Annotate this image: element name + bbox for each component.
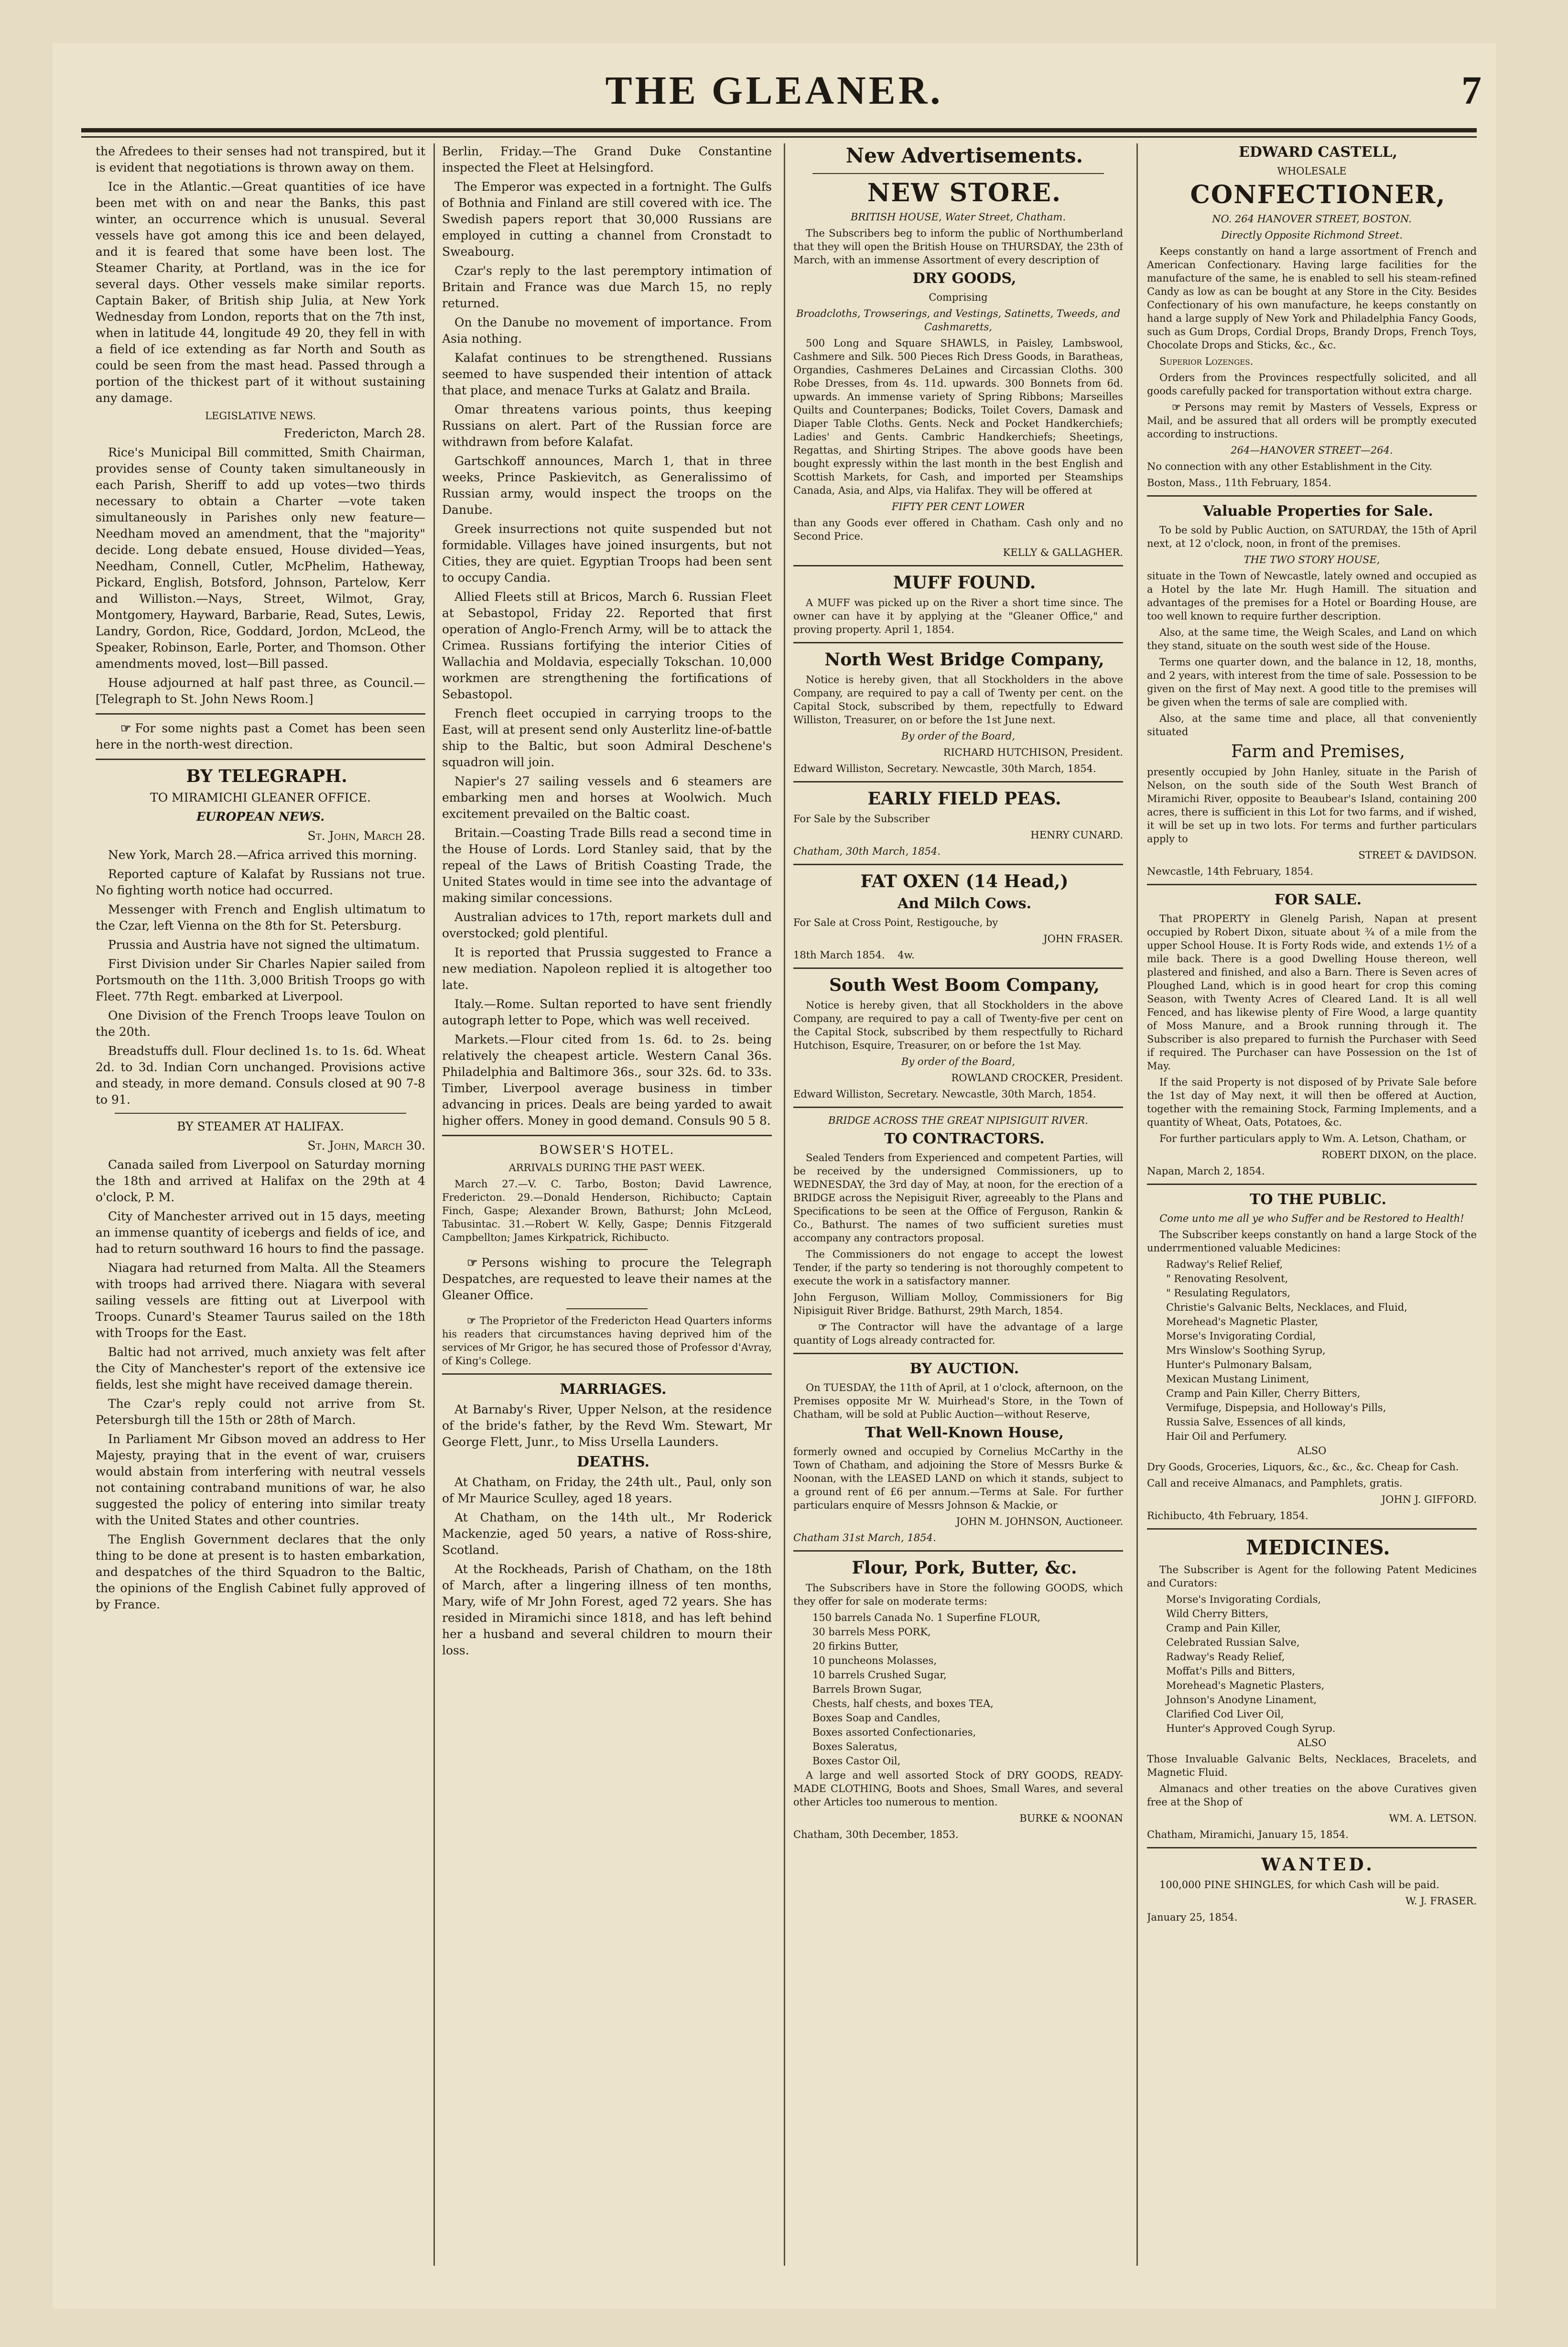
article-paragraph: In Parliament Mr Gibson moved an address to Her Majesty, praying that in the event of war, cruisers would abstain from interfering with neutral vessels not containing contraband munitions of war, he also suggested the policy of entering into similar treaty with the United States and other countries.: [96, 1432, 425, 1527]
ad-heading: FOR SALE.: [1274, 891, 1362, 908]
list-item: Johnson's Anodyne Linament,: [1166, 1694, 1317, 1706]
ad-signature: KELLY & GALLAGHER.: [1003, 547, 1123, 558]
ad-text: Terms one quarter down, and the balance in 12, 18, months, and 2 years, with interest from the time of sale. Possession to be given on the first of May next. A good title to the premises will be given when the terms of sale are complied with.: [1147, 656, 1477, 708]
list-item: Mrs Winslow's Soothing Syrup,: [1166, 1345, 1326, 1356]
list-item: Radway's Ready Relief,: [1166, 1651, 1285, 1662]
ad-date: January 25, 1854.: [1147, 1912, 1238, 1923]
dateline: Fredericton, March 28.: [283, 426, 425, 440]
ad-text: ALSO: [1297, 1445, 1327, 1456]
list-item: Boxes Saleratus,: [812, 1741, 898, 1752]
ad-heading: BRIDGE ACROSS THE GREAT NIPISIGUIT RIVER.: [828, 1115, 1088, 1126]
article-paragraph: The Czar's reply could not arrive from St. Petersburgh till the 15th or 28th of March.: [96, 1397, 425, 1427]
ad-text: Edward Williston, Secretary. Newcastle, 30th March, 1854.: [793, 1088, 1096, 1100]
goods-list: [793, 1611, 1123, 1768]
article-paragraph: Gartschkoff announces, March 1, that in three weeks, Prince Paskievitch, as Generalissimo of Russian army, would inspect the troops on the Danube.: [442, 454, 772, 517]
divider: [793, 1353, 1123, 1354]
newspaper-title: THE GLEANER.: [605, 68, 943, 113]
ad-subheading: Directly Opposite Richmond Street.: [1221, 229, 1403, 241]
column-2: [442, 143, 772, 2266]
section-heading: BOWSER'S HOTEL.: [539, 1143, 675, 1157]
ad-date: Chatham, Miramichi, January 15, 1854.: [1147, 1829, 1349, 1840]
ad-text: Broadcloths, Trowserings, and Vestings, Satinetts, Tweeds, and Cashmaretts,: [796, 308, 1121, 333]
ad-text: 100,000 PINE SHINGLES, for which Cash will be paid.: [1159, 1879, 1439, 1891]
article-paragraph: Reported capture of Kalafat by Russians not true. No fighting worth notice had occurred.: [96, 867, 425, 897]
ad-text: If the said Property is not disposed of by Private Sale before the 1st day of May next, it will then be offered at Auction, together with the remaining Stock, Farming Implements, and a quantity of Wheat, Oats, Potatoes, &c.: [1147, 1076, 1477, 1128]
article-paragraph: House adjourned at half past three, as Council.—[Telegraph to St. John News Room.]: [96, 676, 425, 706]
ad-signature: RICHARD HUTCHISON, President.: [943, 747, 1123, 758]
ad-heading: WANTED.: [1261, 1855, 1375, 1875]
ad-text: Edward Williston, Secretary. Newcastle, 30th March, 1854.: [793, 763, 1096, 774]
list-item: Boxes assorted Confectionaries,: [812, 1727, 976, 1738]
ad-text: No connection with any other Establishment in the City.: [1147, 461, 1433, 472]
article-paragraph: Ice in the Atlantic.—Great quantities of ice have been met with on and near the Banks, this past winter, an occurrence which is unusual. Several vessels have got among this ice and been delayed, and it is feared that some have been lost. The Steamer Charity, at Portland, was in the ice for several days. Other vessels make similar reports. Captain Baker, of British ship Julia, at New York Wednesday from London, reports that on the 7th inst, when in latitude 44, longitude 49 20, they fell in with a field of ice extending as far North and South as could be seen from the mast head. Passed through a portion of the thickest part of it without sustaining any damage.: [96, 180, 425, 405]
dateline: St. John, March 28.: [307, 829, 425, 843]
article-paragraph: First Division under Sir Charles Napier sailed from Portsmouth on the 11th. 3,000 British Troops go with Fleet. 77th Regt. embarked at Liverpool.: [96, 957, 425, 1003]
divider: [793, 642, 1123, 643]
column-4: [1147, 143, 1477, 2266]
ad-heading: EDWARD CASTELL,: [1239, 144, 1397, 161]
ad-text: Superior Lozenges.: [1159, 356, 1254, 367]
ad-date: Napan, March 2, 1854.: [1147, 1165, 1265, 1177]
list-item: Russia Salve, Essences of all kinds,: [1166, 1416, 1346, 1428]
ad-heading: Valuable Properties for Sale.: [1203, 503, 1433, 520]
ad-subheading: NO. 264 HANOVER STREET, BOSTON.: [1212, 213, 1412, 225]
ad-text: than any Goods ever offered in Chatham. Cash only and no Second Price.: [793, 517, 1123, 542]
ad-heading: South West Boom Company,: [829, 975, 1100, 995]
ad-text: Also, at the same time and place, all that conveniently situated: [1147, 713, 1477, 738]
list-item: Boxes Soap and Candles,: [812, 1712, 941, 1724]
ad-text: FIFTY PER CENT LOWER: [891, 501, 1025, 512]
divider: [793, 1107, 1123, 1108]
ad-text: Keeps constantly on hand a large assortment of French and American Confectionary. Having large facilities for the manufacture of the same, he is enabled to sell his steam-refined Candy as low as can be bought at any Store in the City. Besides Confectionary of his own manufacture, he keeps constantly on hand a large supply of New York and Philadelphia Fancy Goods, such as Gum Drops, Cordial Drops, Brandy Drops, French Toys, Chocolate Drops and Sticks, &c., &c.: [1147, 246, 1477, 351]
ad-heading: CONFECTIONER,: [1190, 180, 1446, 209]
article-paragraph: One Division of the French Troops leave Toulon on the 20th.: [96, 1009, 425, 1039]
death-notice: At the Rockheads, Parish of Chatham, on the 18th of March, after a lingering illness of ten months, Mary, wife of Mr John Forest, aged 72 years. She has resided in Miramichi since 1818, and has left behind her a husband and several children to mourn their loss.: [442, 1562, 772, 1657]
ad-heading: TO THE PUBLIC.: [1250, 1191, 1386, 1208]
list-item: Hunter's Pulmonary Balsam,: [1166, 1359, 1312, 1370]
subheading: BY STEAMER AT HALIFAX.: [177, 1119, 344, 1133]
divider: [442, 1373, 772, 1375]
ad-heading: North West Bridge Company,: [824, 650, 1104, 670]
marriage-notice: At Barnaby's River, Upper Nelson, at the residence of the bride's father, by the Revd Wm. Stewart, Mr George Flett, Junr., to Miss Ursella Launders.: [442, 1402, 772, 1449]
ad-text: To be sold by Public Auction, on SATURDAY, the 15th of April next, at 12 o'clock, noon, in front of the premises.: [1147, 524, 1477, 549]
divider: [566, 1308, 648, 1309]
death-notice: At Chatham, on the 14th ult., Mr Roderick Mackenzie, aged 50 years, a native of Ross-shire, Scotland.: [442, 1510, 772, 1557]
article-paragraph: It is reported that Prussia suggested to France a new mediation. Napoleon replied it is altogether too late.: [442, 945, 772, 992]
ad-text: presently occupied by John Hanley, situate in the Parish of Nelson, on the south side of the South West Branch of Miramichi River, opposite to Beaubear's Island, containing 200 acres, there is sufficient in this Lot for two farms, and if wished, it will be set up in two lots. For terms and further particulars apply to: [1147, 766, 1477, 845]
ad-heading: DRY GOODS,: [912, 270, 1016, 287]
article-paragraph: The English Government declares that the only thing to be done at present is to hasten embarkation, and despatches of the third Squadron to the Baltic, the opinions of the English Cabinet fully approved of by France.: [96, 1532, 425, 1611]
divider: [812, 173, 1104, 174]
list-item: Mexican Mustang Liniment,: [1166, 1373, 1309, 1385]
article-paragraph: Prussia and Austria have not signed the ultimatum.: [108, 938, 420, 952]
ad-subheading: WHOLESALE: [1277, 165, 1347, 177]
article-paragraph: Kalafat continues to be strengthened. Russians seemed to have suspended their intention of attack that place, and menace Turks at Galatz and Braila.: [442, 351, 772, 397]
article-paragraph: Niagara had returned from Malta. All the Steamers with troops had arrived there. Niagara with several sailing vessels are fitting out at Liverpool with Troops. Cunard's Steamer Taurus sailed on the 18th with Troops for the East.: [96, 1261, 425, 1340]
column-divider: [1136, 143, 1138, 2266]
article-paragraph: Messenger with French and English ultimatum to the Czar, left Vienna on the 8th for St. Petersburg.: [96, 902, 425, 933]
section-heading: BY TELEGRAPH.: [186, 766, 347, 786]
newspaper-page: [53, 43, 1496, 2309]
ad-insertion: 4w.: [898, 949, 915, 961]
list-item: Barrels Brown Sugar,: [812, 1684, 922, 1695]
list-item: 10 puncheons Molasses,: [812, 1655, 937, 1666]
ad-signature: JOHN M. JOHNSON, Auctioneer.: [956, 1516, 1123, 1527]
article-paragraph: Australian advices to 17th, report markets dull and overstocked; gold plentiful.: [442, 910, 772, 940]
notice-text: For some nights past a Comet has been seen here in the north-west direction.: [96, 721, 425, 751]
divider: [96, 759, 425, 760]
column-3: [793, 143, 1123, 2266]
ad-text: A large and well assorted Stock of DRY GOODS, READY-MADE CLOTHING, Boots and Shoes, Small Wares, and several other Articles too numerous to mention.: [793, 1770, 1123, 1808]
divider: [96, 713, 425, 715]
article-paragraph: the Afredees to their senses had not transpired, but it is evident that negotiations is thrown away on them.: [96, 144, 425, 174]
notice-text: The Proprietor of the Fredericton Head Quarters informs his readers that circumstances having deprived him of the services of Mr Grigor, he has secured those of Professor d'Avray, of King's College.: [442, 1315, 772, 1367]
section-heading: DEATHS.: [576, 1454, 650, 1470]
ad-text: Dry Goods, Groceries, Liquors, &c., &c., &c. Cheap for Cash.: [1147, 1461, 1459, 1473]
article-paragraph: City of Manchester arrived out in 15 days, meeting an immense quantity of icebergs and fields of ice, and had to return southward 16 hours to find the passage.: [96, 1209, 425, 1256]
list-item: Morehead's Magnetic Plasters,: [1166, 1680, 1325, 1691]
ad-text: By order of the Board,: [901, 730, 1016, 742]
ad-text: Call and receive Almanacs, and Pamphlets, gratis.: [1147, 1478, 1403, 1489]
ad-date: 18th March 1854.: [793, 949, 885, 961]
article-paragraph: On the Danube no movement of importance. From Asia nothing.: [442, 315, 772, 346]
article-paragraph: Czar's reply to the last peremptory intimation of Britain and France was due March 15, no reply returned.: [442, 264, 772, 310]
ad-signature: JOHN J. GIFFORD.: [1381, 1494, 1477, 1505]
notice-text: Persons wishing to procure the Telegraph Despatches, are requested to leave their names at the Gleaner Office.: [442, 1256, 772, 1302]
ad-text: For Sale by the Subscriber: [793, 813, 930, 825]
section-heading: MARRIAGES.: [560, 1381, 667, 1398]
list-item: 20 firkins Butter,: [812, 1641, 899, 1652]
ad-text: The Subscriber keeps constantly on hand a large Stock of the underrmentioned valuable Medicines:: [1147, 1229, 1477, 1254]
article-paragraph: Omar threatens various points, thus keeping Russians on alert. Part of the Russian force are withdrawn from before Kalafat.: [442, 402, 772, 449]
dateline: St. John, March 30.: [307, 1139, 425, 1152]
medicine-list: [1147, 1258, 1477, 1443]
section-heading: LEGISLATIVE NEWS.: [205, 410, 316, 422]
column-divider: [433, 143, 435, 2266]
article-paragraph: Britain.—Coasting Trade Bills read a second time in the House of Lords. Lord Stanley said, that by the repeal of the Laws of British Coasting Trade, the United States would in time see into the advantage of making similar concessions.: [442, 826, 772, 905]
ad-text: Notice is hereby given, that all Stockholders in the above Company, are required to pay a call of Twenty per cent. on the Capital Stock, subscribed by them, repectfully to Edward Williston, Treasurer, on or before the 1st June next.: [793, 674, 1123, 726]
ad-text: 264—HANOVER STREET—264.: [1231, 445, 1393, 456]
pointing-hand-icon: ☞: [467, 1256, 478, 1270]
ad-heading: MUFF FOUND.: [893, 573, 1036, 593]
article-paragraph: Berlin, Friday.—The Grand Duke Constantine inspected the Fleet at Helsingford.: [442, 144, 772, 174]
masthead: [53, 62, 1496, 120]
page-number: 7: [1461, 68, 1481, 113]
divider: [115, 1113, 406, 1114]
list-item: Clarified Cod Liver Oil,: [1166, 1708, 1284, 1720]
ad-date: Boston, Mass., 11th February, 1854.: [1147, 477, 1331, 489]
ad-text: Chatham, 30th March, 1854.: [793, 846, 941, 857]
divider: [793, 565, 1123, 566]
ad-signature: BURKE & NOONAN: [1019, 1813, 1123, 1824]
ad-signature: ROWLAND CROCKER, President.: [951, 1072, 1123, 1084]
ad-text: Persons may remit by Masters of Vessels, Express or Mail, and be assured that all orders will be promptly executed according to instructions.: [1147, 402, 1477, 440]
ad-text: Notice is hereby given, that all Stockholders in the above Company, are required to pay a call of Twenty-five per cent on the Capital Stock, subscribed by them respectfully to Richard Hutchison, Esquire, Treasurer, on or before the 1st May.: [793, 1000, 1123, 1051]
ad-text: The Subscribers have in Store the following GOODS, which they offer for sale on moderate terms:: [793, 1582, 1123, 1607]
list-item: " Renovating Resolvent,: [1166, 1273, 1288, 1284]
ad-signature: WM. A. LETSON.: [1389, 1813, 1477, 1824]
article-paragraph: Rice's Municipal Bill committed, Smith Chairman, provides sense of County taken simultaneously in each Parish, Sheriff to add up votes—two thirds necessary to obtain a Charter —vote taken simultaneously in Parishes only new feature—Needham moved an amendment, that the "majority" decide. Long debate ensued, House divided—Yeas, Needham, Connell, Cutler, McPhelim, Hatheway, Pickard, English, Botsford, Johnson, Partelow, Kerr and Williston.—Nays, Street, Wilmot, Gray, Montgomery, Hayward, Barbarie, Read, Sutes, Lewis, Landry, Gordon, Rice, Goddard, Jordon, McLeod, the Speaker, Robinson, Earle, Porter, and Thomson. Other amendments moved, lost—Bill passed.: [96, 445, 425, 671]
ad-text: The Subscribers beg to inform the public of Northumberland that they will open the British House on THURSDAY, the 23th of March, with an immense Assortment of every description of: [793, 228, 1123, 266]
list-item: Radway's Relief Relief,: [1166, 1259, 1283, 1270]
list-item: Cramp and Pain Killer, Cherry Bitters,: [1166, 1388, 1361, 1399]
list-item: Celebrated Russian Salve,: [1166, 1637, 1300, 1648]
ad-date: Chatham 31st March, 1854.: [793, 1532, 936, 1543]
divider: [1147, 1528, 1477, 1530]
ad-text: The Contractor will have the advantage of a large quantity of Logs already contracted for.: [793, 1321, 1123, 1346]
ad-date: Chatham, 30th December, 1853.: [793, 1829, 959, 1840]
masthead-rule-thick: [81, 128, 1477, 132]
list-item: Morse's Invigorating Cordial,: [1166, 1330, 1316, 1342]
list-item: Vermifuge, Dispepsia, and Holloway's Pills,: [1166, 1402, 1386, 1413]
divider: [1147, 1184, 1477, 1185]
pointing-hand-icon: ☞: [120, 721, 131, 735]
divider: [793, 967, 1123, 969]
subheading: EUROPEAN NEWS.: [196, 810, 325, 824]
pointing-hand-icon: ☞: [818, 1321, 827, 1333]
list-item: Hair Oil and Perfumery.: [1166, 1431, 1287, 1442]
ad-heading: Flour, Pork, Butter, &c.: [852, 1558, 1077, 1578]
column-divider: [784, 143, 785, 2266]
ad-text: The Commissioners do not engage to accept the lowest Tender, if the party so tendering is not thoroughly competent to execute the work in a satisfactory manner.: [793, 1249, 1123, 1287]
ad-heading: TO CONTRACTORS.: [884, 1130, 1045, 1147]
article-paragraph: Greek insurrections not quite suspended but not formidable. Villages have joined insurgents, but not Cities, they are quiet. Egyptian Troops had been sent to occupy Candia.: [442, 522, 772, 585]
ad-text: For Sale at Cross Point, Restigouche, by: [793, 917, 998, 928]
column-1: [96, 143, 425, 2266]
divider: [566, 1249, 648, 1250]
list-item: Moffat's Pills and Bitters,: [1166, 1665, 1296, 1677]
ad-signature: JOHN FRASER.: [1043, 933, 1123, 945]
ad-text: That PROPERTY in Glenelg Parish, Napan at present occupied by Robert Dixon, situate about ¾ of a mile from the upper School House. It is Forty Rods wide, and extends 1½ of a mile back. There is a good Dwelling House thereon, well plastered and finished, and also a Barn. There is Seven acres of Ploughed Land, which is in good heart for crop this coming Season, with Twenty Acres of Cleared Land. It is all well Fenced, and has likewise plenty of Fire Wood, a large quantity of Moss Manure, and a Brook running through it. The Subscriber is also prepared to furnish the Purchaser with Seed if required. The Purchaser can have Possession on the 1st of May.: [1147, 913, 1477, 1072]
ad-text: A MUFF was picked up on the River a short time since. The owner can have it by applying at the "Gleaner Office," and proving property. April 1, 1854.: [793, 597, 1123, 635]
ad-text: Comprising: [929, 292, 988, 303]
medicine-list: [1147, 1593, 1477, 1735]
ad-subheading: BRITISH HOUSE, Water Street, Chatham.: [850, 211, 1066, 223]
article-paragraph: Italy.—Rome. Sultan reported to have sent friendly autograph letter to Pope, which was well received.: [442, 997, 772, 1027]
article-paragraph: Baltic had not arrived, much anxiety was felt after the City of Manchester's report of the extensive ice fields, lest she might have received damage therein.: [96, 1345, 425, 1391]
list-item: Boxes Castor Oil,: [812, 1755, 901, 1767]
ad-heading: That Well-Known House,: [865, 1424, 1064, 1441]
list-item: " Resulating Regulators,: [1166, 1287, 1290, 1299]
article-paragraph: Canada sailed from Liverpool on Saturday morning the 18th and arrived at Halifax on the 29th at 4 o'clock, P. M.: [96, 1158, 425, 1204]
list-item: Chests, half chests, and boxes TEA,: [812, 1698, 994, 1709]
subheading: TO MIRAMICHI GLEANER OFFICE.: [150, 791, 371, 804]
ad-subheading: And Milch Cows.: [897, 895, 1032, 912]
hotel-arrivals: March 27.—V. C. Tarbo, Boston; David Lawrence, Fredericton. 29.—Donald Henderson, Richibucto; Captain Finch, Gaspe; Alexander Brown, Bathurst; John McLeod, Tabusintac. 31.—Robert W. Kelly, Gaspe; Dennis Fitzgerald Campbellton; James Kirkpatrick, Richibucto.: [442, 1178, 772, 1243]
list-item: Cramp and Pain Killer,: [1166, 1622, 1281, 1634]
list-item: Morse's Invigorating Cordials,: [1166, 1594, 1321, 1605]
article-paragraph: Napier's 27 sailing vessels and 6 steamers are embarking men and horses at Woolwich. Much excitement prevailed on the Baltic coast.: [442, 774, 772, 821]
ad-heading: FAT OXEN (14 Head,): [860, 871, 1069, 891]
divider: [793, 864, 1123, 865]
divider: [1147, 884, 1477, 885]
list-item: 10 barrels Crushed Sugar,: [812, 1669, 947, 1681]
ad-text: For further particulars apply to Wm. A. Letson, Chatham, or: [1159, 1133, 1466, 1144]
list-item: Wild Cherry Bitters,: [1166, 1608, 1269, 1619]
masthead-rule-thin: [81, 136, 1477, 138]
death-notice: At Chatham, on Friday, the 24th ult., Paul, only son of Mr Maurice Sculley, aged 18 years.: [442, 1475, 772, 1505]
article-paragraph: Allied Fleets still at Bricos, March 6. Russian Fleet at Sebastopol, Friday 22. Reported that first operation of Anglo-French Army, will be to attack the Crimea. Russians fortifying the interior Cities of Wallachia and Moldavia, especially Tokschan. 10,000 workmen are strengthening the fortifications of Sebastopol.: [442, 590, 772, 701]
list-item: Morehead's Magnetic Plaster,: [1166, 1316, 1319, 1327]
article-paragraph: Markets.—Flour cited from 1s. 6d. to 2s. being relatively the cheapest article. Western Canal 36s. Philadelphia and Baltimore 36s., sour 32s. 6d. to 33s. Timber, Liverpool average business in timber advancing in prices. Deals are being yarded to await higher offers. Money in good demand. Consuls 90 5 8.: [442, 1032, 772, 1128]
list-item: 150 barrels Canada No. 1 Superfine FLOUR,: [812, 1612, 1041, 1623]
ad-subheading: THE TWO STORY HOUSE,: [1244, 554, 1380, 565]
article-paragraph: Breadstuffs dull. Flour declined 1s. to 1s. 6d. Wheat 2d. to 3d. Indian Corn unchanged. Provisions active and steady, in more demand. Consuls closed at 90 7-8 to 91.: [96, 1044, 425, 1107]
ad-text: The Subscriber is Agent for the following Patent Medicines and Curators:: [1147, 1564, 1477, 1589]
ad-heading: NEW STORE.: [867, 178, 1062, 207]
list-item: 30 barrels Mess PORK,: [812, 1626, 931, 1638]
ad-text: Those Invaluable Galvanic Belts, Necklaces, Bracelets, and Magnetic Fluid.: [1147, 1753, 1477, 1778]
ad-signature: John Ferguson, William Molloy, Commissioners for Big Nipisiguit River Bridge. Bathurst, 29th March, 1854.: [793, 1292, 1123, 1316]
ad-heading: Farm and Premises,: [1231, 742, 1405, 761]
ad-text: formerly owned and occupied by Cornelius McCarthy in the Town of Chatham, and adjoining the Store of Messrs Burke & Noonan, with the LEASED LAND on which it stands, subject to a ground rent of £6 per annum.—Terms at Sale. For further particulars enquire of Messrs Johnson & Mackie, or: [793, 1446, 1123, 1511]
ad-heading: BY AUCTION.: [909, 1360, 1019, 1377]
ad-text: Also, at the same time, the Weigh Scales, and Land on which they stand, situate on the south west side of the House.: [1147, 627, 1477, 652]
divider: [1147, 495, 1477, 497]
ad-text: 500 Long and Square SHAWLS, in Paisley, Lambswool, Cashmere and Silk. 500 Pieces Rich Dress Goods, in Baratheas, Organdies, Cashmeres DeLaines and Circassian Cloths. 300 Robe Dresses, from 4s. 11d. upwards. 300 Bonnets from 6d. upwards. An immense variety of Spring Ribbons; Marseilles Quilts and Counterpanes; Bodicks, Toilet Covers, Damask and Diaper Table Cloths. Gents. Neck and Pocket Handkerchiefs; Ladies' and Gents. Cambric Handkerchiefs; Sheetings, Regattas, and Shirting Stripes. The above goods have been bought expressly within the last month in the best English and Scottish Markets, for Cash, and imported per Steamships Canada, Asia, and Alps, via Halifax. They will be offered at: [793, 337, 1123, 496]
divider: [442, 1135, 772, 1136]
ad-signature: STREET & DAVIDSON.: [1358, 849, 1477, 861]
pointing-hand-icon: ☞: [467, 1315, 476, 1326]
article-paragraph: French fleet occupied in carrying troops to the East, will at present send only Austerlitz line-of-battle ship to the Baltic, but soon Admiral Deschene's squadron will join.: [442, 706, 772, 769]
ad-text: ALSO: [1297, 1737, 1327, 1749]
ad-signature: HENRY CUNARD.: [1030, 829, 1123, 841]
article-paragraph: The Emperor was expected in a fortnight. The Gulfs of Bothnia and Finland are still covered with ice. The Swedish papers report that 30,000 Russians are employed in cutting a channel from Cronstadt to Sweabourg.: [442, 180, 772, 259]
article-paragraph: New York, March 28.—Africa arrived this morning.: [108, 848, 417, 862]
section-heading: New Advertisements.: [845, 144, 1083, 167]
list-item: Christie's Galvanic Belts, Necklaces, and Fluid,: [1166, 1302, 1407, 1313]
divider: [1147, 1847, 1477, 1848]
ad-subheading: Come unto me all ye who Suffer and be Restored to Health!: [1159, 1213, 1464, 1224]
ad-signature: W. J. FRASER.: [1405, 1895, 1477, 1907]
ad-text: On TUESDAY, the 11th of April, at 1 o'clock, afternoon, on the Premises opposite Mr W. Muirhead's Store, in the Town of Chatham, will be sold at Public Auction—without Reserve,: [793, 1382, 1123, 1420]
ad-heading: EARLY FIELD PEAS.: [867, 789, 1061, 809]
ad-heading: MEDICINES.: [1246, 1536, 1390, 1559]
list-item: Hunter's Approved Cough Syrup.: [1166, 1723, 1336, 1734]
ad-text: By order of the Board,: [901, 1056, 1016, 1067]
divider: [793, 781, 1123, 782]
ad-text: Sealed Tenders from Experienced and competent Parties, will be received by the undersigned Commissioners, up to WEDNESDAY, the 3rd day of May, at noon, for the erection of a BRIDGE across the Nepisiguit River, agreeably to the Plans and Specifications to be seen at the Office of Ferguson, Rankin & Co., Bathurst. The names of two sufficient sureties must accompany any contractors proposal.: [793, 1152, 1123, 1244]
ad-text: Orders from the Provinces respectfully solicited, and all goods carefully packed for transportation without extra charge.: [1147, 372, 1477, 397]
ad-text: Almanacs and other treaties on the above Curatives given free at the Shop of: [1147, 1783, 1477, 1808]
pointing-hand-icon: ☞: [1172, 401, 1181, 413]
ad-date: Richibucto, 4th February, 1854.: [1147, 1510, 1308, 1521]
ad-date: Newcastle, 14th February, 1854.: [1147, 866, 1314, 877]
subheading: ARRIVALS DURING THE PAST WEEK.: [508, 1162, 705, 1174]
divider: [793, 1550, 1123, 1552]
ad-signature: ROBERT DIXON, on the place.: [1321, 1149, 1477, 1161]
ad-text: situate in the Town of Newcastle, lately owned and occupied as a Hotel by the late Mr. Hugh Hamill. The situation and advantages of the premises for a Hotel or Boarding House, are too well known to require further description.: [1147, 570, 1477, 622]
